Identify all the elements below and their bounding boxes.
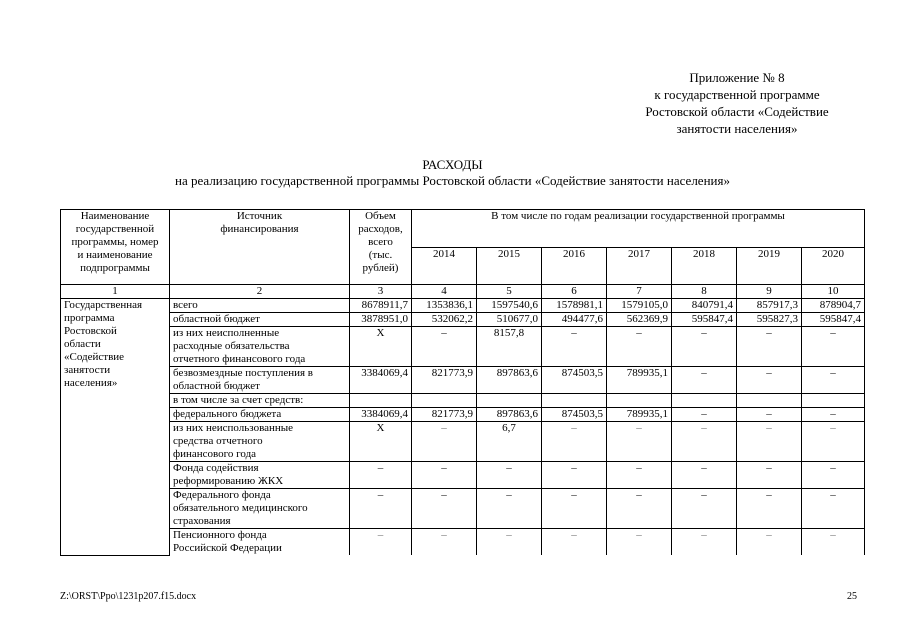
source-cell [170,529,350,556]
volume-cell: 3878951,0 [350,313,412,327]
value-cell: 789935,1 [607,367,672,394]
source-line: Пенсионного фонда [173,529,267,541]
source-cell [170,327,350,367]
column-number: 10 [802,285,865,299]
column-number-row [61,285,865,299]
header-year: 2019 [737,247,802,285]
value-cell: 1579105,0 [607,299,672,313]
volume-cell: – [350,489,412,529]
value-cell: 595847,4 [672,313,737,327]
column-number: 4 [412,285,477,299]
header-text: Объем [365,210,396,222]
value-cell: – [607,422,672,462]
column-number: 5 [477,285,542,299]
column-number: 9 [737,285,802,299]
source-line: средства отчетного [173,435,263,447]
program-name-line: Государственная [64,299,143,311]
value-cell: – [737,327,802,367]
value-cell [802,394,865,408]
value-cell: 532062,2 [412,313,477,327]
value-cell: – [542,489,607,529]
value-cell: – [672,489,737,529]
table-row [61,327,865,367]
value-cell: – [607,462,672,489]
value-cell: – [542,529,607,556]
value-cell: – [607,327,672,367]
value-cell [412,394,477,408]
value-cell: 562369,9 [607,313,672,327]
table-row [61,462,865,489]
column-number: 6 [542,285,607,299]
value-cell: – [477,462,542,489]
value-cell: 840791,4 [672,299,737,313]
header-year: 2015 [477,247,542,285]
value-cell: 897863,6 [477,408,542,422]
column-number: 7 [607,285,672,299]
program-name-line: области [64,338,101,350]
source-line: реформированию ЖКХ [173,475,284,487]
source-cell [170,422,350,462]
value-cell: – [802,367,865,394]
value-cell: – [737,408,802,422]
value-cell: – [802,422,865,462]
volume-cell: – [350,529,412,556]
value-cell [672,394,737,408]
value-cell: – [672,422,737,462]
header-year: 2017 [607,247,672,285]
value-cell: 6,7 [477,422,542,462]
header-year: 2016 [542,247,607,285]
header-text: государственной [75,223,155,235]
value-cell: – [477,529,542,556]
program-name-line: занятости [64,364,111,376]
table-row [61,489,865,529]
header-volume [350,210,412,285]
header-text: финансирования [220,223,299,235]
source-line: всего [173,299,198,311]
program-name-line: «Содействие [64,351,125,363]
value-cell: 595827,3 [737,313,802,327]
value-cell: – [737,422,802,462]
source-line: безвозмездные поступления в [173,367,313,379]
header-text: Источник [236,210,283,222]
value-cell: – [412,489,477,529]
value-cell: – [802,529,865,556]
value-cell: 595847,4 [802,313,865,327]
source-cell [170,299,350,313]
source-line: Федерального фонда [173,489,271,501]
value-cell: – [607,489,672,529]
header-text: рублей) [362,262,399,274]
value-cell: – [737,462,802,489]
source-cell [170,367,350,394]
source-line: расходные обязательства [173,340,290,352]
value-cell: – [542,422,607,462]
document-title [0,157,905,189]
header-years-caption: В том числе по годам реализации государственной программы [412,210,865,248]
source-cell [170,489,350,529]
value-cell: – [412,422,477,462]
column-number: 1 [61,285,170,299]
header-year: 2020 [802,247,865,285]
value-cell: 874503,5 [542,408,607,422]
value-cell: – [672,529,737,556]
volume-cell: 3384069,4 [350,367,412,394]
value-cell: – [542,327,607,367]
header-year: 2014 [412,247,477,285]
value-cell: – [672,327,737,367]
table-row [61,408,865,422]
table-row [61,529,865,556]
header-source [170,210,350,285]
source-line: Российской Федерации [173,542,282,554]
source-line: областной бюджет [173,313,260,325]
value-cell: – [802,408,865,422]
appendix-line: занятости населения» [676,121,798,136]
header-text: всего [368,236,393,248]
value-cell [607,394,672,408]
value-cell: – [477,489,542,529]
program-name-line: программа [64,312,115,324]
source-cell [170,313,350,327]
volume-cell: – [350,462,412,489]
source-line: из них неиспользованные [173,422,294,434]
program-name-cell [61,299,170,556]
value-cell [737,394,802,408]
value-cell: – [412,529,477,556]
header-year: 2018 [672,247,737,285]
table-row [61,367,865,394]
table-row [61,313,865,327]
header-text: (тыс. [368,249,393,261]
volume-cell: Х [350,327,412,367]
value-cell [477,394,542,408]
page-number: 25 [847,591,857,602]
source-line: отчетного финансового года [173,353,306,365]
source-line: федерального бюджета [173,408,282,420]
column-number: 8 [672,285,737,299]
program-name-line: населения» [64,377,118,389]
value-cell: 1578981,1 [542,299,607,313]
value-cell: 510677,0 [477,313,542,327]
value-cell: 878904,7 [802,299,865,313]
header-text: расходов, [358,223,403,235]
source-line: обязательного медицинского [173,502,308,514]
value-cell: – [672,367,737,394]
value-cell: 857917,3 [737,299,802,313]
source-cell [170,462,350,489]
appendix-line: к государственной программе [654,87,820,102]
value-cell: – [737,489,802,529]
value-cell: – [672,408,737,422]
value-cell: 821773,9 [412,408,477,422]
value-cell: 8157,8 [477,327,542,367]
column-number: 2 [170,285,350,299]
source-cell [170,394,350,408]
column-number: 3 [350,285,412,299]
header-text: и наименование [77,249,153,261]
title-heading: РАСХОДЫ [422,157,483,172]
footer-file-path: Z:\ORST\Ppo\1231p207.f15.docx [60,591,197,602]
source-cell [170,408,350,422]
header-text: Наименование [80,210,150,222]
program-name-line: Ростовской [64,325,117,337]
value-cell: – [412,462,477,489]
volume-cell: 3384069,4 [350,408,412,422]
source-line: страхования [173,515,231,527]
header-text: подпрограммы [80,262,150,274]
value-cell: – [802,489,865,529]
table-row [61,422,865,462]
value-cell: 1597540,6 [477,299,542,313]
header-name [61,210,170,285]
source-line: финансового года [173,448,257,460]
source-line: в том числе за счет средств: [173,394,304,406]
source-line: Фонда содействия [173,462,259,474]
header-text: программы, номер [71,236,159,248]
value-cell: 494477,6 [542,313,607,327]
expenses-table [60,209,865,556]
value-cell: – [802,327,865,367]
volume-cell: 8678911,7 [350,299,412,313]
value-cell: – [802,462,865,489]
value-cell: – [542,462,607,489]
volume-cell [350,394,412,408]
value-cell: 874503,5 [542,367,607,394]
value-cell: – [607,529,672,556]
value-cell: – [737,367,802,394]
value-cell: – [412,327,477,367]
source-line: областной бюджет [173,380,260,392]
value-cell: 897863,6 [477,367,542,394]
appendix-line: Приложение № 8 [689,70,785,85]
value-cell: 821773,9 [412,367,477,394]
source-line: из них неисполненные [173,327,280,339]
value-cell: 1353836,1 [412,299,477,313]
table-row [61,394,865,408]
value-cell: – [737,529,802,556]
value-cell [542,394,607,408]
volume-cell: Х [350,422,412,462]
value-cell: 789935,1 [607,408,672,422]
value-cell: – [672,462,737,489]
appendix-line: Ростовской области «Содействие [645,104,829,119]
appendix-caption [617,69,857,137]
title-subheading: на реализацию государственной программы Ростовской области «Содействие занятости населения» [175,173,730,188]
table-row [61,299,865,313]
table-header-row [61,210,865,248]
